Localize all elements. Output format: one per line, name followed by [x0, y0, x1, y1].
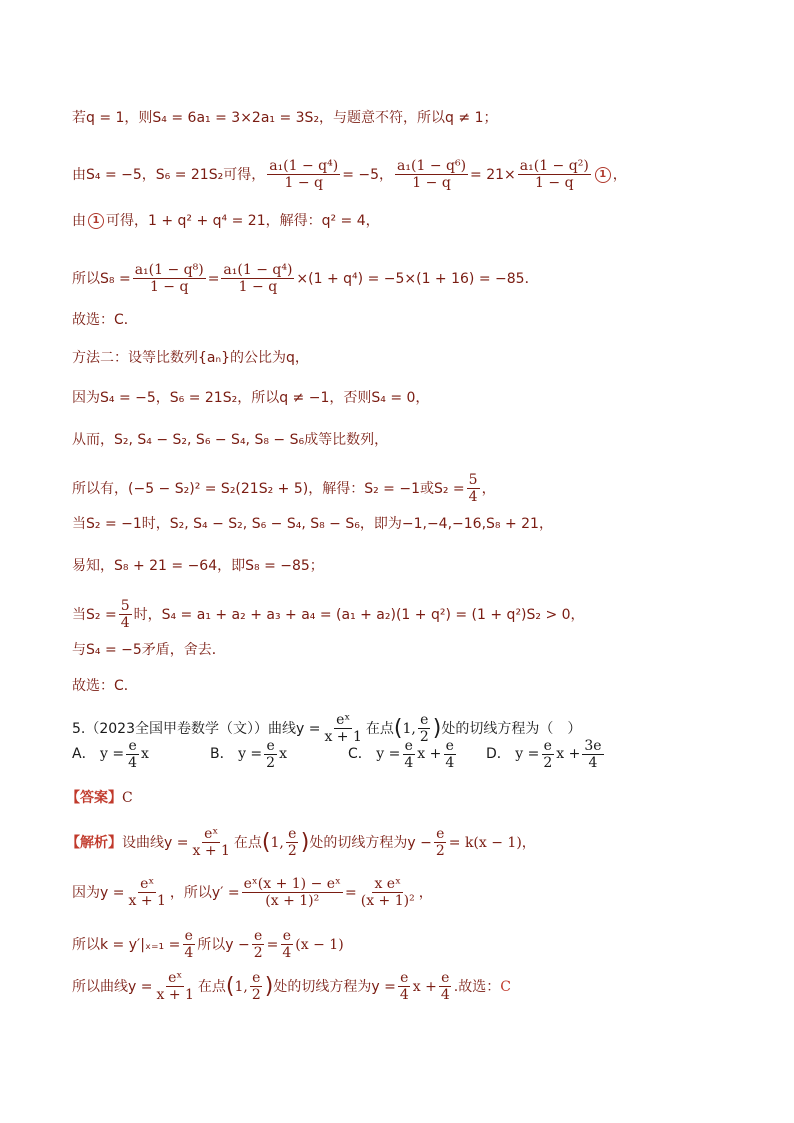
circled-number-marker: 1 [88, 213, 104, 229]
solution-line-4: 所以S₈ = $\frac{\text{a₁(1 − q⁸)}}{1 - q}$ = $\frac{\text{a₁(1 − q⁴)}}{1 - q}$ ×(1 + q⁴) = −5×(1 + 16) = −85． [72, 262, 539, 295]
fraction: $\frac{\text{a₁(1 − q⁸)}}{1 - q}$ [134, 262, 204, 295]
fraction: $\frac{e}{2}$ [419, 712, 429, 745]
fraction: $\frac{\text{a₁(1 − q⁴)}}{1 - q}$ [269, 158, 339, 191]
solution-line-1: 若q = 1，则S₄ = 6a₁ = 3×2a₁ = 3S₂，与题意不符，所以q ≠ 1； [72, 110, 498, 126]
solution-line-5: 故选：C． [72, 312, 138, 328]
fraction: $\frac{\text{a₁(1 − q²)}}{1 - q}$ [519, 158, 589, 191]
solution-line-8: 从而，S₂, S₄ − S₂, S₆ − S₄, S₈ − S₆成等比数列， [72, 432, 389, 448]
solution-line-6: 方法二：设等比数列{aₙ}的公比为q， [72, 350, 309, 366]
solution-line-2: 由S₄ = −5，S₆ = 21S₂可得， $\frac{\text{a₁(1 − q⁴)}}{1 - q}$ = −5， $\frac{\text{a₁(1 − q⁶)}}{1 - q}$ = 21× $\frac{\text{a₁(1 − q²)}}{1 - q}$ 1 ， [72, 158, 627, 191]
analysis-tag: 【解析】 [66, 834, 122, 851]
option-c: C． y = $\frac{e}{4}$ x + $\frac{e}{4}$ [348, 737, 455, 771]
fraction: $\frac{\text{eˣ}}{x + 1}$ [324, 712, 362, 745]
circled-number-marker: 1 [595, 167, 611, 183]
solution-line-3: 由 1 可得，1 + q² + q⁴ = 21，解得：q² = 4， [72, 213, 380, 229]
answer-tag: 【答案】 [66, 790, 122, 806]
final-answer: C [500, 978, 511, 995]
solution-line-7: 因为S₄ = −5，S₆ = 21S₂，所以q ≠ −1，否则S₄ = 0， [72, 390, 430, 406]
answer-line [66, 788, 754, 808]
solution-line-10: 当S₂ = −1时，S₂, S₄ − S₂, S₆ − S₄, S₈ − S₆，即为−1,−4,−16,S₈ + 21， [72, 516, 553, 532]
answer-value: C [122, 790, 133, 806]
option-b: B． y = $\frac{e}{2}$ x [210, 737, 287, 771]
option-a: A． y = $\frac{e}{4}$ x [72, 737, 149, 771]
analysis-line-3: 所以k = y′|ₓ₌₁ = $\frac{e}{4}$ 所以y − $\frac{e}{2}$ = $\frac{e}{4}$ (x − 1) [72, 928, 344, 961]
fraction: $\frac{5}{4}$ [120, 598, 130, 631]
analysis-line-1: 【解析】 设曲线y = $\frac{\text{eˣ}}{x + 1}$ 在点 ( 1, $\frac{e}{2}$ ) 处的切线方程为y − $\frac{e}{2}$ = k(x − 1)， [66, 826, 536, 859]
fraction: $\frac{\text{a₁(1 − q⁴)}}{1 - q}$ [223, 262, 293, 295]
option-d: D． y = $\frac{e}{2}$ x + $\frac{3e}{4}$ [486, 737, 602, 771]
question-5-stem: 5.（2023全国甲卷数学（文））曲线y = $\frac{\text{eˣ}}{x + 1}$ 在点 ( 1, $\frac{e}{2}$ ) 处的切线方程为（ ） [72, 712, 582, 745]
solution-line-12: 当S₂ = $\frac{5}{4}$ 时，S₄ = a₁ + a₂ + a₃ + a₄ = (a₁ + a₂)(1 + q²) = (1 + q²)S₂ > 0， [72, 598, 585, 631]
analysis-line-2: 因为y = $\frac{\text{eˣ}}{x + 1}$ ，所以y′ = $\frac{\text{eˣ(x + 1) − eˣ}}{\text{(x + 1)²}}$ = $\frac{\text{x eˣ}}{\text{(x + 1)²}}$ ， [72, 876, 433, 909]
analysis-line-4: 所以曲线y = $\frac{\text{eˣ}}{x + 1}$ 在点 ( 1, $\frac{e}{2}$ ) 处的切线方程为y = $\frac{e}{4}$ x + $\frac{e}{4}$ .故选： C [72, 970, 511, 1003]
solution-line-14: 故选：C． [72, 678, 138, 694]
fraction: $\frac{5}{4}$ [468, 472, 478, 505]
solution-line-13: 与S₄ = −5矛盾，舍去． [72, 642, 226, 658]
fraction: $\frac{\text{a₁(1 − q⁶)}}{1 - q}$ [397, 158, 467, 191]
solution-line-11: 易知，S₈ + 21 = −64，即S₈ = −85； [72, 558, 324, 574]
solution-line-9: 所以有，(−5 − S₂)² = S₂(21S₂ + 5)，解得：S₂ = −1或S₂ = $\frac{5}{4}$ ， [72, 472, 496, 505]
